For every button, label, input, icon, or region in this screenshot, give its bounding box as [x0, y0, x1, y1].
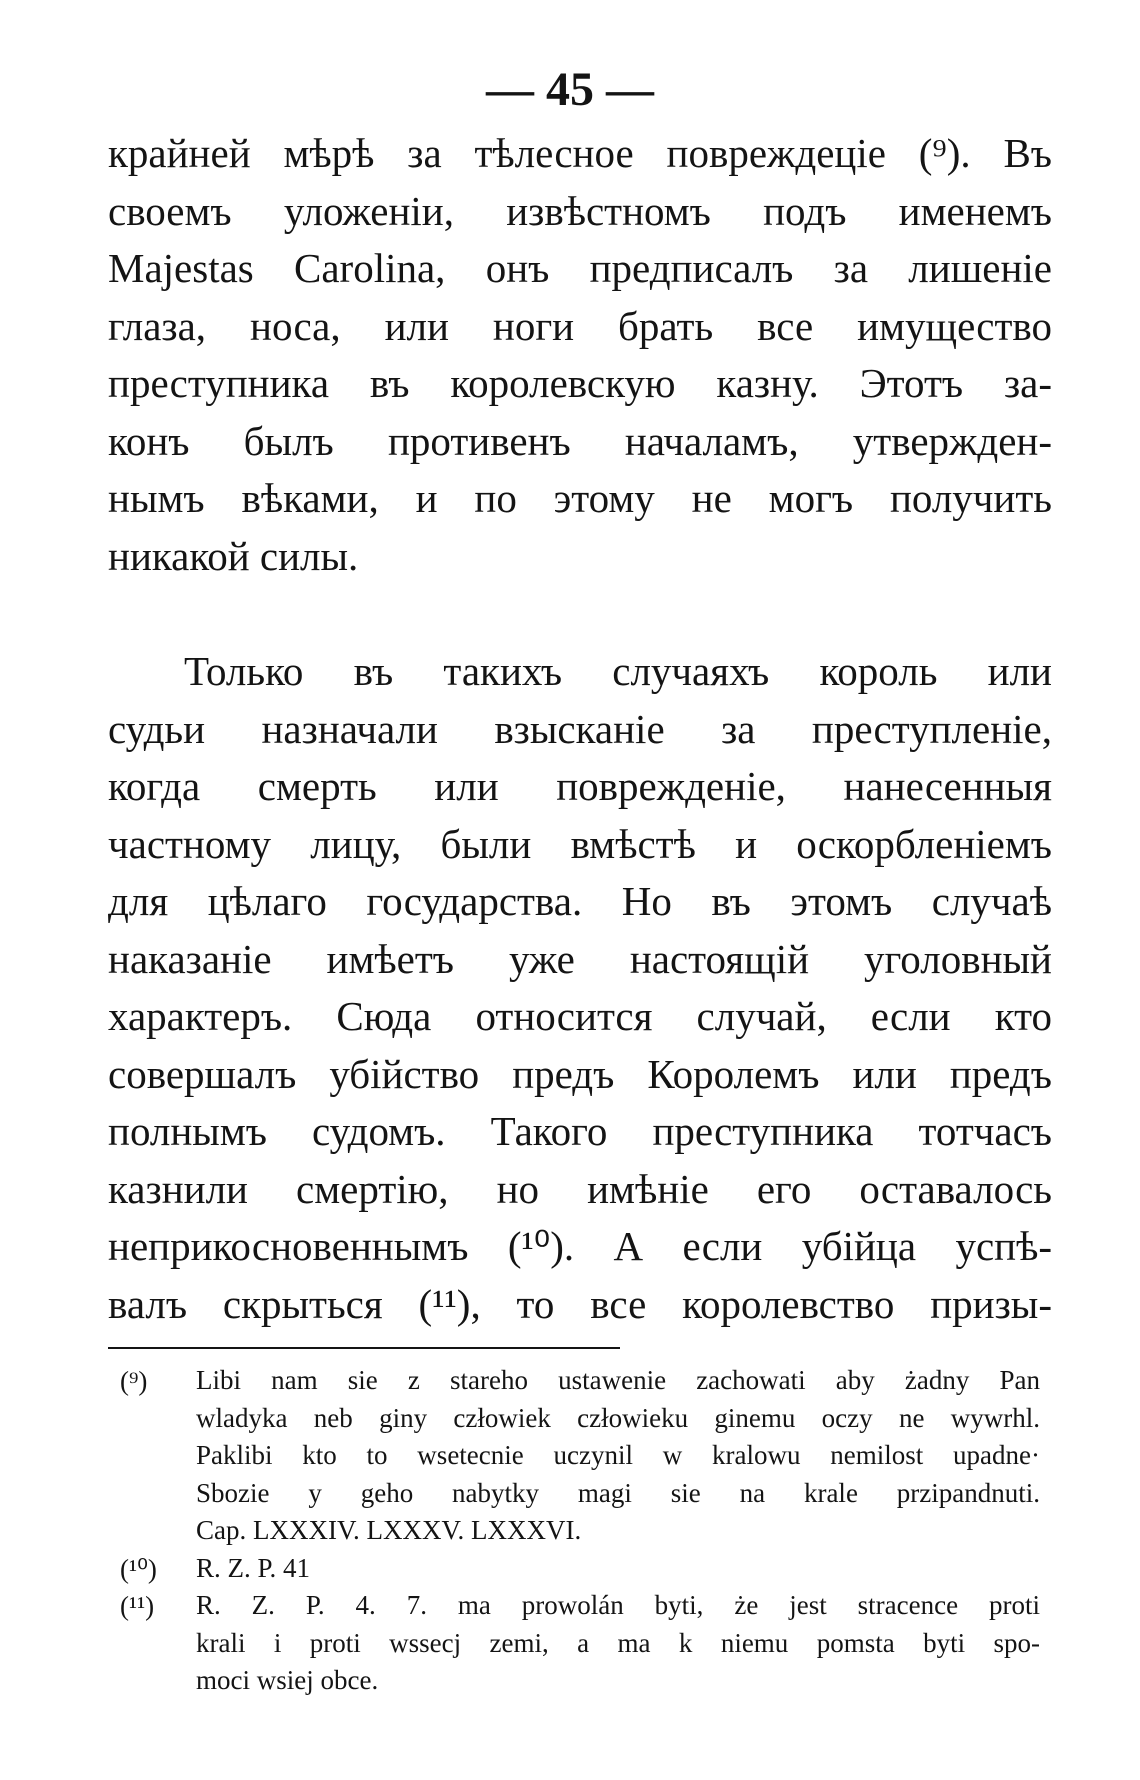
- footnote-line: R. Z. P. 4. 7. ma prowolán byti, że jest stracence proti: [196, 1590, 1040, 1620]
- footnote-line: Libi nam sie z stareho ustawenie zachowati aby żadny Pan: [196, 1365, 1040, 1395]
- footnote-line: krali i proti wssecj zemi, a ma k niemu pomsta byti spo-: [196, 1627, 1040, 1658]
- text-line: частному лицу, были вмѣстѣ и оскорбленіемъ: [108, 820, 1052, 867]
- footnote-9: [120, 1362, 1040, 1550]
- footnote-line: wladyka neb giny człowiek człowieku ginemu oczy ne wywrhl.: [196, 1402, 1040, 1433]
- footnote-divider: [108, 1347, 620, 1349]
- footnote-line: moci wsiej obce.: [196, 1665, 379, 1695]
- text-line: полнымъ судомъ. Такого преступника тотчасъ: [108, 1108, 1052, 1154]
- text-line: неприкосновеннымъ (¹⁰). А если убійца успѣ-: [108, 1223, 1052, 1269]
- text-line: нымъ вѣками, и по этому не могъ получить: [108, 475, 1052, 521]
- text-line: Majestas Carolina, онъ предписалъ за лишеніе: [108, 245, 1052, 291]
- footnote-line: Paklibi kto to wsetecnie uczynil w kralowu nemilost upadne·: [196, 1440, 1040, 1470]
- text-line: Только въ такихъ случаяхъ король или: [184, 648, 1052, 694]
- text-line: когда смерть или поврежденіе, нанесенныя: [108, 763, 1052, 809]
- text-line: никакой силы.: [108, 532, 359, 579]
- paragraph-2: [108, 643, 1052, 1333]
- footnote-marker: (¹⁰): [120, 1553, 157, 1584]
- text-line: характеръ. Сюда относится случай, если кто: [108, 993, 1052, 1039]
- footnote-marker: (⁹): [120, 1366, 148, 1396]
- text-line: валъ скрыться (¹¹), то все королевство призы-: [108, 1280, 1052, 1327]
- text-line: для цѣлаго государства. Но въ этомъ случаѣ: [108, 878, 1052, 924]
- paragraph-1: [108, 125, 1052, 585]
- footnote-marker: (¹¹): [120, 1591, 155, 1621]
- footnote-line: R. Z. P. 41: [196, 1552, 311, 1583]
- text-line: судьи назначали взысканіе за преступленіе,: [108, 705, 1052, 752]
- footnotes: [120, 1362, 1040, 1700]
- footnote-10: [120, 1550, 1040, 1588]
- text-line: конъ былъ противенъ началамъ, утвержден-: [108, 417, 1052, 464]
- page-number: — 45 —: [486, 63, 654, 116]
- text-line: глаза, носа, или ноги брать все имущество: [108, 302, 1052, 349]
- text-line: казнили смертію, но имѣніе его оставалось: [108, 1165, 1052, 1212]
- footnote-11: [120, 1587, 1040, 1700]
- text-line: преступника въ королевскую казну. Этотъ за-: [108, 360, 1052, 406]
- text-line: наказаніе имѣетъ уже настоящій уголовный: [108, 935, 1052, 982]
- footnote-line: Cap. LXXXIV. LXXXV. LXXXVI.: [196, 1515, 582, 1545]
- text-line: крайней мѣрѣ за тѣлесное повреждеціе (⁹). Въ: [108, 130, 1052, 176]
- text-line: совершалъ убійство предъ Королемъ или предъ: [108, 1050, 1052, 1097]
- text-line: своемъ уложеніи, извѣстномъ подъ именемъ: [108, 187, 1052, 234]
- footnote-line: Sbozie y geho nabytky magi sie na krale przipandnuti.: [196, 1477, 1040, 1508]
